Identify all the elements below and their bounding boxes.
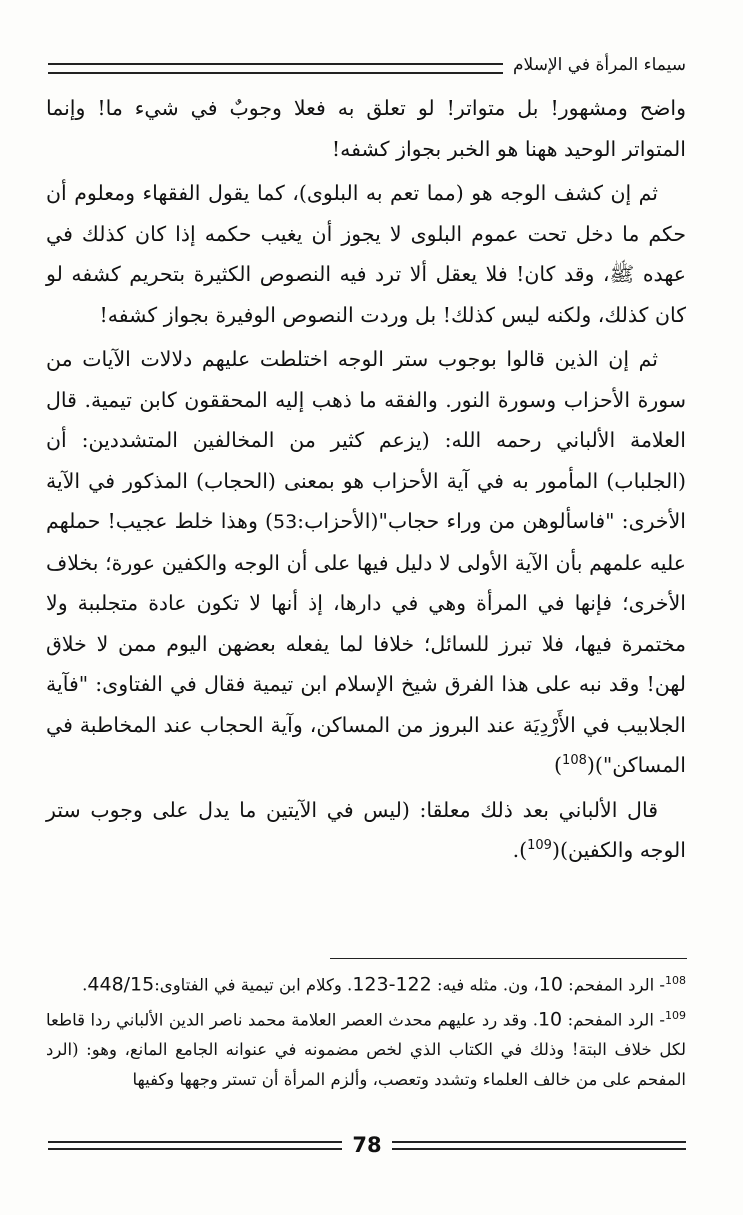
footnote-text: . <box>82 975 88 995</box>
footnote-ref: 10 <box>538 973 563 996</box>
header-double-rule <box>48 63 503 74</box>
footnote-number: 108 <box>665 974 686 987</box>
footnote-ref: 448/15 <box>87 973 155 996</box>
footnote-text: - الرد المفحم: <box>562 975 665 995</box>
footnotes <box>46 966 686 1095</box>
paragraph-4-text-2: ). <box>512 838 528 862</box>
footnote-number: 109 <box>665 1008 687 1022</box>
footer-rule-left <box>48 1141 342 1150</box>
paragraph-3-text-2: ) وهذا خلط عجيب! حملهم عليه علمهم بأن الآية الأولى لا دليل فيها على أن الوجه والكفين عورة؛ بخلاف الأخرى؛ فإنها في المرأة وهي في دارها، إذ أنها لا تكون عادة متجلببة ولا مختمرة فيها، فلا تبرز للسائل؛ خلافا لما يفعله بعضهن اليوم ممن لا خلاق لهن! وقد نبه على هذا الفرق شيخ الإسلام ابن تيمية فقال في الفتاوى: "فآية الجلابيب في الأَرْدِيَة عند البروز من المساكن، وآية الحجاب عند المخاطبة في المساكن")( <box>46 509 686 777</box>
paragraph-1: واضح ومشهور! بل متواتر! لو تعلق به فعلا وجوبٌ في شيء ما! وإنما المتواتر الوحيد ههنا هو الخبر بجواز كشفه! <box>46 96 686 161</box>
footnote-text: . وكلام ابن تيمية في الفتاوى: <box>154 975 353 995</box>
paragraph-3-text-3: ) <box>554 753 563 777</box>
footnote-text: ، ون. مثله فيه: <box>431 975 539 995</box>
verse-reference: 53 <box>272 511 298 533</box>
footnote-separator <box>330 958 687 959</box>
footnote-109 <box>46 1001 686 1096</box>
footnote-marker-109: 109 <box>527 838 552 854</box>
footnote-ref: 122-123 <box>352 973 432 996</box>
paragraph-3-text-1: ثم إن الذين قالوا بوجوب ستر الوجه اختلطت عليهم دلالات الآيات من سورة الأحزاب وسورة النور. والفقه ما ذهب إليه المحققون كابن تيمية. قال العلامة الألباني رحمه الله: (يزعم كثير من المخالفين المتشددين: أن (الجلباب) المأمور به في آية الأحزاب هو بمعنى (الحجاب) المذكور في الآية الأخرى: "فاسألوهن من وراء حجاب"(الأحزاب: <box>46 347 686 533</box>
footnote-108 <box>46 966 686 1001</box>
footnote-marker-108: 108 <box>562 753 587 769</box>
paragraph-3 <box>46 339 686 786</box>
paragraph-2: ثم إن كشف الوجه هو (مما تعم به البلوى)، كما يقول الفقهاء ومعلوم أن حكم ما دخل تحت عموم البلوى لا يجوز أن يغيب حكمه إذا كان كذلك في عهده ﷺ، وقد كان! فلا يعقل ألا ترد فيه النصوص الكثيرة بتحريم كشفه لو كان كذلك، ولكنه ليس كذلك! بل وردت النصوص الوفيرة بجواز كشفه! <box>46 181 686 327</box>
page-number: 78 <box>352 1133 382 1157</box>
paragraph-4-text-1: قال الألباني بعد ذلك معلقا: (ليس في الآيتين ما يدل على وجوب ستر الوجه والكفين)( <box>46 797 686 862</box>
main-text <box>46 88 686 875</box>
running-header <box>48 50 686 80</box>
footnote-text: - الرد المفحم: <box>562 1010 666 1029</box>
footer-rule-right <box>392 1141 686 1150</box>
footnote-ref: 10 <box>537 1008 563 1030</box>
footnote-text: . وقد رد عليهم محدث العصر العلامة محمد ناصر الدين الألباني ردا قاطعا لكل خلاف البتة! وذلك في الكتاب الذي لخص مضمونه في عنوانه الجامع المانع، وهو: (الرد المفحم على من خالف العلماء وتشدد وتعصب، وألزم المرأة أن تستر وجهها وكفيها <box>46 1010 686 1089</box>
page-footer <box>48 1130 686 1160</box>
running-header-title: سيماء المرأة في الإسلام <box>513 55 686 75</box>
paragraph-4 <box>46 790 686 871</box>
